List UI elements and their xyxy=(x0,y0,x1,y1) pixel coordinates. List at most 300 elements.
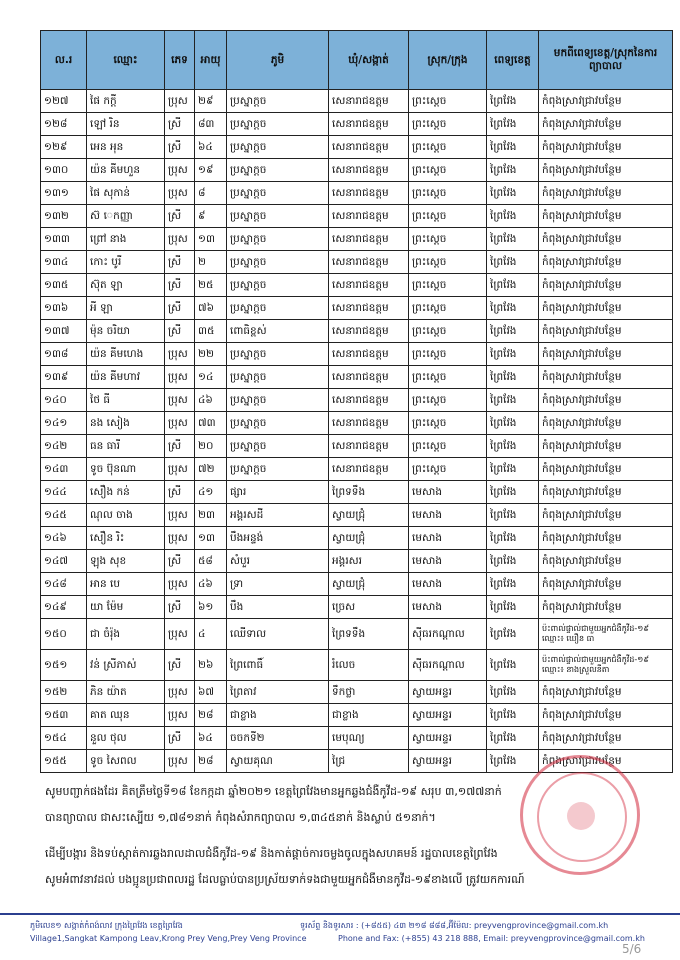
table-cell: កំពុងស្រាវជ្រាវបន្ថែម xyxy=(539,251,673,274)
table-cell: ៦១ xyxy=(195,596,227,619)
table-cell: ៣៥ xyxy=(195,320,227,343)
table-cell: ឈើទាល xyxy=(227,619,329,650)
table-cell: មេសាង xyxy=(409,596,487,619)
table-cell: ព្រៃវែង xyxy=(487,90,539,113)
table-cell: សេនារាជឧត្ដម xyxy=(329,435,409,458)
table-row xyxy=(41,297,673,320)
table-row xyxy=(41,596,673,619)
table-cell: ១៣០ xyxy=(41,159,87,182)
footer-contact-en: Phone and Fax: (+855) 43 218 888, Email: preyvengprovince@gmail.com.kh xyxy=(338,934,645,943)
table-row xyxy=(41,343,673,366)
table-cell: កំពុងស្រាវជ្រាវបន្ថែម xyxy=(539,412,673,435)
table-cell: ប្រុស xyxy=(165,750,195,773)
table-cell: ប្រុស xyxy=(165,527,195,550)
table-cell: ព្រះស្ដេច xyxy=(409,159,487,182)
table-cell: ប្រុស xyxy=(165,458,195,481)
table-cell: មេសាង xyxy=(409,504,487,527)
footer-contact-km: ទូរស័ព្ទ និងទូរសារ : (+៨៥៥) ៤៣ ២១៨ ៨៨៨,អ៊ីម៉ែល: preyvengprovince@gmail.com.kh xyxy=(300,921,609,930)
table-cell: កំពុងស្រាវជ្រាវបន្ថែម xyxy=(539,182,673,205)
table-cell: មេសាង xyxy=(409,481,487,504)
table-cell: កំពុងស្រាវជ្រាវបន្ថែម xyxy=(539,596,673,619)
table-cell: ២៦ xyxy=(195,650,227,681)
table-cell: ១២៧ xyxy=(41,90,87,113)
table-cell: ៨៣ xyxy=(195,113,227,136)
table-cell: ព្រះស្ដេច xyxy=(409,389,487,412)
table-cell: ១៣៥ xyxy=(41,274,87,297)
table-cell: ព្រះស្ដេច xyxy=(409,136,487,159)
table-row xyxy=(41,650,673,681)
table-cell: ព្រៃវែង xyxy=(487,343,539,366)
table-cell: សេនារាជឧត្ដម xyxy=(329,90,409,113)
table-cell: ព្រៃទទឹង xyxy=(329,481,409,504)
table-cell: ១៤៦ xyxy=(41,527,87,550)
table-cell: ស្រី xyxy=(165,113,195,136)
table-cell: ប្រស្នាក្ដច xyxy=(227,412,329,435)
table-cell: ២០ xyxy=(195,435,227,458)
table-cell: ព្រៃវែង xyxy=(487,504,539,527)
table-cell: ប្រស្នាក្ដច xyxy=(227,113,329,136)
table-cell: យ៉ន គីមហាវ xyxy=(87,366,165,389)
table-cell: កំពុងស្រាវជ្រាវបន្ថែម xyxy=(539,573,673,596)
table-cell: ព្រៃវែង xyxy=(487,650,539,681)
table-cell: ប្រស្នាក្ដច xyxy=(227,389,329,412)
table-row xyxy=(41,205,673,228)
table-cell: មេសាង xyxy=(409,550,487,573)
table-cell: ២២ xyxy=(195,343,227,366)
table-cell: កំពុងស្រាវជ្រាវបន្ថែម xyxy=(539,458,673,481)
table-cell: ២៣ xyxy=(195,504,227,527)
col-header: ឈ្មោះ xyxy=(87,31,165,90)
table-cell: ព្រៃវែង xyxy=(487,297,539,320)
table-row xyxy=(41,527,673,550)
table-cell: ព្រៃវែង xyxy=(487,251,539,274)
table-cell: ស្រី xyxy=(165,251,195,274)
table-cell: ១៤១ xyxy=(41,412,87,435)
table-cell: យា ម៉ែម xyxy=(87,596,165,619)
table-cell: ប៉ះពាល់ផ្ទាល់ជាមួយអ្នកជំងឺកូវីដ-១៩ ឈ្មោះ៖ ឃឿន ធា xyxy=(539,619,673,650)
table-cell: ថៃ ធី xyxy=(87,389,165,412)
table-cell: ប្រស្នាក្ដច xyxy=(227,251,329,274)
official-seal-icon xyxy=(520,755,640,875)
table-cell: សំបួរ xyxy=(227,550,329,573)
table-cell: ធន ធារី xyxy=(87,435,165,458)
table-cell: កំពុងស្រាវជ្រាវបន្ថែម xyxy=(539,274,673,297)
table-cell: ប្រុស xyxy=(165,681,195,704)
table-cell: អេន អុន xyxy=(87,136,165,159)
table-cell: ព្រះស្ដេច xyxy=(409,458,487,481)
table-cell: ស្រី xyxy=(165,481,195,504)
table-cell: សេនារាជឧត្ដម xyxy=(329,412,409,435)
table-cell: ព្រះស្ដេច xyxy=(409,113,487,136)
table-cell: សេនារាជឧត្ដម xyxy=(329,274,409,297)
table-cell: មេបុណ្យ xyxy=(329,727,409,750)
table-row xyxy=(41,573,673,596)
table-cell: គាត ឈុន xyxy=(87,704,165,727)
table-cell: សឿន រិះ xyxy=(87,527,165,550)
table-cell: ១៤៩ xyxy=(41,596,87,619)
table-cell: ស្រី xyxy=(165,297,195,320)
table-cell: ១៣៩ xyxy=(41,366,87,389)
table-cell: ព្រៃពោធិ៍ xyxy=(227,650,329,681)
table-cell: ១៣១ xyxy=(41,182,87,205)
table-cell: ស្វាយគុណ xyxy=(227,750,329,773)
table-cell: ព្រះស្ដេច xyxy=(409,251,487,274)
table-cell: ប៉ះពាល់ផ្ទាល់ជាមួយអ្នកជំងឺកូវីដ-១៩ ឈ្មោះ៖ នាងស្រួលនីតា xyxy=(539,650,673,681)
col-header: ពេទ្យខេត្ត xyxy=(487,31,539,90)
table-cell: កំពុងស្រាវជ្រាវបន្ថែម xyxy=(539,481,673,504)
table-cell: ពោធិខ្ពស់ xyxy=(227,320,329,343)
table-cell: ប្រស្នាក្ដច xyxy=(227,205,329,228)
table-cell: កំពុងស្រាវជ្រាវបន្ថែម xyxy=(539,320,673,343)
table-row xyxy=(41,182,673,205)
table-cell: កំពុងស្រាវជ្រាវបន្ថែម xyxy=(539,136,673,159)
table-cell: ចចកទី២ xyxy=(227,727,329,750)
table-cell: ជាខ្លាង xyxy=(329,704,409,727)
table-cell: សេនារាជឧត្ដម xyxy=(329,320,409,343)
table-cell: ប្រុស xyxy=(165,389,195,412)
table-cell: សេនារាជឧត្ដម xyxy=(329,251,409,274)
table-cell: អង្គរសដី xyxy=(227,504,329,527)
table-cell: ៥៨ xyxy=(195,550,227,573)
col-header: អាយុ xyxy=(195,31,227,90)
table-row xyxy=(41,251,673,274)
table-cell: ស្រី xyxy=(165,550,195,573)
table-cell: ព្រៅ នាង xyxy=(87,228,165,251)
table-cell: ១៥០ xyxy=(41,619,87,650)
table-cell: សេនារាជឧត្ដម xyxy=(329,159,409,182)
table-cell: ស្រី xyxy=(165,727,195,750)
table-cell: ព្រៃវែង xyxy=(487,435,539,458)
table-cell: ១៣៤ xyxy=(41,251,87,274)
table-cell: ១៣៧ xyxy=(41,320,87,343)
table-cell: កំពុងស្រាវជ្រាវបន្ថែម xyxy=(539,90,673,113)
table-cell: ១៤០ xyxy=(41,389,87,412)
table-cell: កំពុងស្រាវជ្រាវបន្ថែម xyxy=(539,366,673,389)
table-row xyxy=(41,228,673,251)
table-cell: សេនារាជឧត្ដម xyxy=(329,389,409,412)
table-row xyxy=(41,136,673,159)
table-cell: សេនារាជឧត្ដម xyxy=(329,366,409,389)
table-cell: ១៣ xyxy=(195,527,227,550)
table-cell: ព្រៃវែង xyxy=(487,136,539,159)
table-cell: ព្រៃវែង xyxy=(487,619,539,650)
table-cell: ប្រុស xyxy=(165,619,195,650)
table-cell: ព្រះស្ដេច xyxy=(409,274,487,297)
table-row xyxy=(41,366,673,389)
table-cell: ស្រី xyxy=(165,320,195,343)
table-cell: កំពុងស្រាវជ្រាវបន្ថែម xyxy=(539,297,673,320)
col-header: ល.រ xyxy=(41,31,87,90)
table-cell: ប្រុស xyxy=(165,228,195,251)
table-cell: ២៥ xyxy=(195,274,227,297)
table-cell: ព្រៃវែង xyxy=(487,366,539,389)
table-cell: ស្វាយអន្ទរ xyxy=(409,681,487,704)
table-cell: ប្រស្នាក្ដច xyxy=(227,297,329,320)
table-cell: ព្រៃវែង xyxy=(487,113,539,136)
footer-address-en: Village1,Sangkat Kampong Leav,Krong Prey Veng,Prey Veng Province xyxy=(30,934,307,943)
table-cell: ព្រៃវែង xyxy=(487,182,539,205)
col-header: ភូមិ xyxy=(227,31,329,90)
table-cell: ព្រៃវែង xyxy=(487,274,539,297)
table-cell: ព្រះស្ដេច xyxy=(409,366,487,389)
table-cell: កំពុងស្រាវជ្រាវបន្ថែម xyxy=(539,113,673,136)
table-cell: ណុល ចាង xyxy=(87,504,165,527)
table-cell: ឡុង សុខ xyxy=(87,550,165,573)
table-cell: កំពុងស្រាវជ្រាវបន្ថែម xyxy=(539,504,673,527)
table-cell: ប្រស្នាក្ដច xyxy=(227,228,329,251)
table-cell: មេសាង xyxy=(409,573,487,596)
table-cell: វន់ ស្រីភាស់ xyxy=(87,650,165,681)
table-cell: ព្រះស្ដេច xyxy=(409,320,487,343)
table-cell: ៤៦ xyxy=(195,573,227,596)
table-row xyxy=(41,412,673,435)
table-cell: កំពុងស្រាវជ្រាវបន្ថែម xyxy=(539,704,673,727)
table-cell: កំពុងស្រាវជ្រាវបន្ថែម xyxy=(539,727,673,750)
table-cell: ព្រៃវែង xyxy=(487,481,539,504)
table-cell: ១២៨ xyxy=(41,113,87,136)
table-cell: ស៊ីធរកណ្ដាល xyxy=(409,619,487,650)
table-cell: កំពុងស្រាវជ្រាវបន្ថែម xyxy=(539,435,673,458)
table-cell: ១៣៣ xyxy=(41,228,87,251)
table-cell: ៧៣ xyxy=(195,412,227,435)
table-cell: ព្រៃវែង xyxy=(487,527,539,550)
table-cell: ទូច សៃពល xyxy=(87,750,165,773)
table-cell: នួល ថុល xyxy=(87,727,165,750)
table-cell: ជាខ្លាង xyxy=(227,704,329,727)
table-cell: ប្រស្នាក្ដច xyxy=(227,458,329,481)
table-cell: ទ្រា xyxy=(227,573,329,596)
table-cell: កំពុងស្រាវជ្រាវបន្ថែម xyxy=(539,527,673,550)
table-cell: ស៊ េកញ្ញា xyxy=(87,205,165,228)
table-cell: ទូច ប៊ុនណា xyxy=(87,458,165,481)
table-cell: ស្វាយអន្ទរ xyxy=(409,750,487,773)
table-cell: ស្វាយអន្ទរ xyxy=(409,704,487,727)
table-cell: ប្រស្នាក្ដច xyxy=(227,274,329,297)
table-body xyxy=(41,90,673,773)
table-cell: សេនារាជឧត្ដម xyxy=(329,182,409,205)
table-cell: ៨ xyxy=(195,182,227,205)
table-cell: ១៤៧ xyxy=(41,550,87,573)
table-cell: ស៊ុត ឡា xyxy=(87,274,165,297)
table-cell: សេនារាជឧត្ដម xyxy=(329,458,409,481)
table-cell: កំពុងស្រាវជ្រាវបន្ថែម xyxy=(539,389,673,412)
table-row xyxy=(41,704,673,727)
table-cell: ព្រៃវែង xyxy=(487,681,539,704)
table-cell: ១៥៣ xyxy=(41,704,87,727)
table-cell: ១៣៨ xyxy=(41,343,87,366)
table-cell: ព្រះស្ដេច xyxy=(409,297,487,320)
table-cell: ព្រៃវែង xyxy=(487,159,539,182)
table-cell: ប្រុស xyxy=(165,343,195,366)
table-cell: ៧២ xyxy=(195,458,227,481)
table-cell: កំពុងស្រាវជ្រាវបន្ថែម xyxy=(539,550,673,573)
table-cell: ១៤២ xyxy=(41,435,87,458)
footer-divider xyxy=(0,913,680,915)
table-row xyxy=(41,435,673,458)
table-cell: ស្រី xyxy=(165,274,195,297)
table-cell: ព្រៃវែង xyxy=(487,228,539,251)
table-cell: ព្រៃវែង xyxy=(487,573,539,596)
table-cell: កំពុងស្រាវជ្រាវបន្ថែម xyxy=(539,681,673,704)
table-row xyxy=(41,550,673,573)
appeal-line-1: ដើម្បីបង្ការ និងទប់ស្កាត់ការឆ្លងរាលដាលជំងឺកូវីដ-១៩ និងកាត់ផ្ដាច់ការចម្លងចូលក្នុងសហគមន៍ រដ្ឋបាលខេត្តព្រៃវែង xyxy=(45,847,498,860)
table-cell: ព្រៃតាវ xyxy=(227,681,329,704)
table-row xyxy=(41,274,673,297)
table-cell: ស្វាយជ្រុំ xyxy=(329,504,409,527)
col-header: ស្រុក/ក្រុង xyxy=(409,31,487,90)
table-cell: ព្រះស្ដេច xyxy=(409,412,487,435)
table-cell: ព្រះស្ដេច xyxy=(409,90,487,113)
table-cell: អង្គរសរ xyxy=(329,550,409,573)
table-cell: ប្រស្នាក្ដច xyxy=(227,366,329,389)
table-cell: ៧៦ xyxy=(195,297,227,320)
table-cell: ភិន យ៉ាត xyxy=(87,681,165,704)
table-cell: ៤៦ xyxy=(195,389,227,412)
table-cell: កំពុងស្រាវជ្រាវបន្ថែម xyxy=(539,159,673,182)
table-cell: យ៉ន គីមហេង xyxy=(87,343,165,366)
table-row xyxy=(41,481,673,504)
table-cell: អាន បេ xyxy=(87,573,165,596)
patient-table xyxy=(40,30,673,773)
table-cell: សេនារាជឧត្ដម xyxy=(329,205,409,228)
table-cell: ១៣៦ xyxy=(41,297,87,320)
table-cell: ស្វាយអន្ទរ xyxy=(409,727,487,750)
table-row xyxy=(41,113,673,136)
table-cell: រំលេច xyxy=(329,650,409,681)
table-cell: ជ្រៃ xyxy=(329,750,409,773)
table-cell: ៤១ xyxy=(195,481,227,504)
table-cell: អី ឡា xyxy=(87,297,165,320)
table-cell: ៦៤ xyxy=(195,727,227,750)
table-cell: ប្រុស xyxy=(165,412,195,435)
table-cell: ព្រះស្ដេច xyxy=(409,228,487,251)
table-cell: ព្រៃវែង xyxy=(487,704,539,727)
table-row xyxy=(41,458,673,481)
table-cell: កំពុងស្រាវជ្រាវបន្ថែម xyxy=(539,750,673,773)
table-cell: ព្រះស្ដេច xyxy=(409,182,487,205)
table-cell: ១៤៣ xyxy=(41,458,87,481)
table-cell: ១៣២ xyxy=(41,205,87,228)
table-cell: កំពុងស្រាវជ្រាវបន្ថែម xyxy=(539,228,673,251)
table-cell: ២៨ xyxy=(195,750,227,773)
table-cell: ២៩ xyxy=(195,90,227,113)
table-cell: ស្រី xyxy=(165,136,195,159)
table-cell: កោះ បូរី xyxy=(87,251,165,274)
table-cell: ប្រុស xyxy=(165,504,195,527)
table-cell: សេនារាជឧត្ដម xyxy=(329,136,409,159)
table-cell: ច្រេស xyxy=(329,596,409,619)
table-cell: នង សៀង xyxy=(87,412,165,435)
table-cell: បឹង xyxy=(227,596,329,619)
table-cell: ម៉ុន ចរិយា xyxy=(87,320,165,343)
table-cell: ១៥១ xyxy=(41,650,87,681)
table-cell: ស្វាយជ្រុំ xyxy=(329,527,409,550)
table-cell: ១៤៥ xyxy=(41,504,87,527)
summary-line-2: បានព្យាបាល ជាសះស្បើយ ១,៧៨១នាក់ កំពុងសំរាកព្យាបាល ១,៣៤៥នាក់ និងស្លាប់ ៥១នាក់។ xyxy=(45,811,436,824)
table-cell: ព្រះស្ដេច xyxy=(409,343,487,366)
table-cell: ប្រុស xyxy=(165,159,195,182)
table-cell: ប្រុស xyxy=(165,90,195,113)
table-cell: ៤ xyxy=(195,619,227,650)
table-cell: ប្រស្នាក្ដច xyxy=(227,136,329,159)
table-cell: ៦៤ xyxy=(195,136,227,159)
table-cell: ប្រុស xyxy=(165,704,195,727)
col-header: ភេទ xyxy=(165,31,195,90)
page-indicator: 5/6 xyxy=(622,942,642,956)
table-cell: ប្រុស xyxy=(165,366,195,389)
table-cell: កំពុងស្រាវជ្រាវបន្ថែម xyxy=(539,343,673,366)
table-cell: ព្រៃវែង xyxy=(487,596,539,619)
table-cell: សេនារាជឧត្ដម xyxy=(329,297,409,320)
table-row xyxy=(41,681,673,704)
table-cell: ប្រស្នាក្ដច xyxy=(227,159,329,182)
table-cell: ប្រស្នាក្ដច xyxy=(227,90,329,113)
table-cell: ១២៩ xyxy=(41,136,87,159)
table-cell: ជា ចំរ៉ុង xyxy=(87,619,165,650)
table-cell: ១៣ xyxy=(195,228,227,251)
table-cell: ព្រៃវែង xyxy=(487,205,539,228)
table-cell: ព្រៃវែង xyxy=(487,750,539,773)
table-cell: ផៃ សុកាន់ xyxy=(87,182,165,205)
table-cell: ៦៧ xyxy=(195,681,227,704)
table-cell: ប្រុស xyxy=(165,182,195,205)
table-cell: សេនារាជឧត្ដម xyxy=(329,113,409,136)
table-row xyxy=(41,389,673,412)
table-cell: ផៃ កក្តី xyxy=(87,90,165,113)
table-cell: ផ្សារ xyxy=(227,481,329,504)
appeal-line-2: សូមអំពាវនាវដល់ បងប្អូនប្រជាពលរដ្ឋ ដែលធ្លាប់បានប្រស្រ័យទាក់ទងជាមួយអ្នកជំងឺមានកូវីដ-១៩ខាងលើ ត្រូវយកការណ៍ xyxy=(45,873,525,886)
table-cell: ១៤៤ xyxy=(41,481,87,504)
table-cell: ២ xyxy=(195,251,227,274)
table-cell: ប្រស្នាក្ដច xyxy=(227,435,329,458)
table-cell: ប្រុស xyxy=(165,573,195,596)
table-cell: ប្រស្នាក្ដច xyxy=(227,182,329,205)
table-cell: ព្រៃវែង xyxy=(487,320,539,343)
table-cell: ១៥៤ xyxy=(41,727,87,750)
table-cell: បឹងអន្ទង់ xyxy=(227,527,329,550)
table-cell: ឡៅ រិន xyxy=(87,113,165,136)
table-cell: មេសាង xyxy=(409,527,487,550)
table-cell: ព្រៃវែង xyxy=(487,550,539,573)
table-cell: ទឹកថ្លា xyxy=(329,681,409,704)
table-cell: ព្រះស្ដេច xyxy=(409,435,487,458)
table-cell: ១៤ xyxy=(195,366,227,389)
table-cell: ប្រស្នាក្ដច xyxy=(227,343,329,366)
table-cell: ស្រី xyxy=(165,596,195,619)
table-cell: កំពុងស្រាវជ្រាវបន្ថែម xyxy=(539,205,673,228)
table-cell: ស្រី xyxy=(165,435,195,458)
table-header-row xyxy=(41,31,673,90)
table-row xyxy=(41,619,673,650)
table-row xyxy=(41,159,673,182)
table-cell: ស្រី xyxy=(165,205,195,228)
table-cell: ១៩ xyxy=(195,159,227,182)
table-cell: ១៥២ xyxy=(41,681,87,704)
col-header: ឃុំ/សង្កាត់ xyxy=(329,31,409,90)
table-cell: ១៤៨ xyxy=(41,573,87,596)
table-cell: សេនារាជឧត្ដម xyxy=(329,343,409,366)
table-cell: សេនារាជឧត្ដម xyxy=(329,228,409,251)
table-cell: ព្រៃវែង xyxy=(487,727,539,750)
summary-line-1: សូមបញ្ជាក់ផងដែរ គិតត្រឹមថ្ងៃទី១៨ ខែកក្កដា ឆ្នាំ២០២១ ខេត្តព្រៃវែងមានអ្នកឆ្លងជំងឺកូវីដ-១៩ សរុប ៣,១៧៧នាក់ xyxy=(45,785,502,798)
table-cell: ១៥៥ xyxy=(41,750,87,773)
table-cell: ៩ xyxy=(195,205,227,228)
table-row xyxy=(41,727,673,750)
col-header: មកពីពេទ្យខេត្ត/ស្រុកនៃការព្យាបាល xyxy=(539,31,673,90)
table-cell: ព្រៃវែង xyxy=(487,412,539,435)
table-cell: យ៉ន គីមហួន xyxy=(87,159,165,182)
table-cell: ស្រី xyxy=(165,650,195,681)
